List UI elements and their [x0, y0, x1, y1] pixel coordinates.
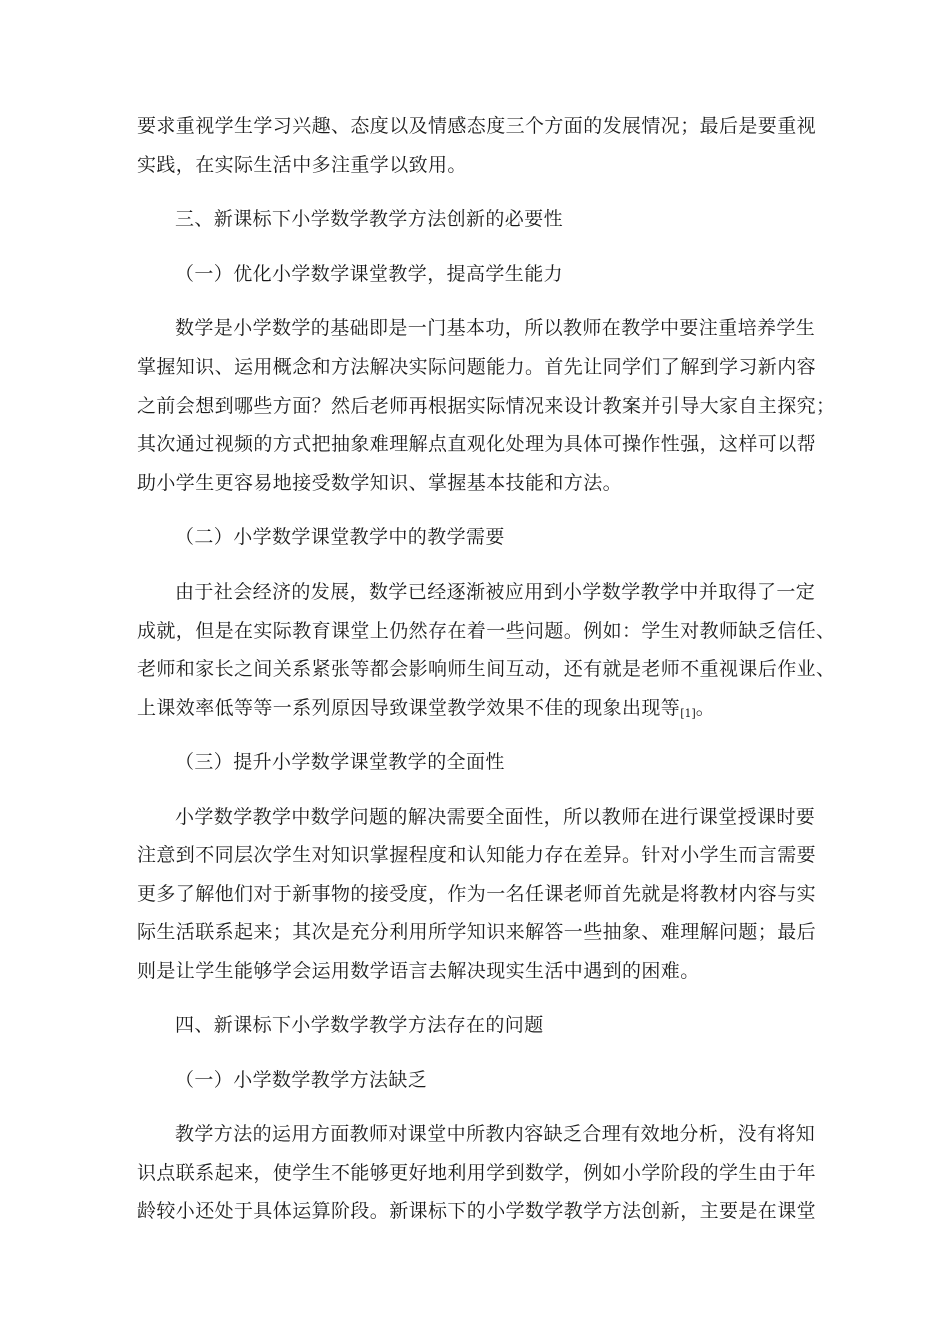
paragraph-line: 掌握知识、运用概念和方法解决实际问题能力。首先让同学们了解到学习新内容 — [137, 356, 817, 378]
subsection-heading: （一）优化小学数学课堂教学，提高学生能力 — [175, 263, 564, 285]
paragraph-line: 则是让学生能够学会运用数学语言去解决现实生活中遇到的困难。 — [137, 960, 700, 982]
paragraph-text: 上课效率低等等一系列原因导致课堂教学效果不佳的现象出现等 — [137, 697, 681, 719]
paragraph-line: 际生活联系起来；其次是充分利用所学知识来解答一些抽象、难理解问题；最后 — [137, 921, 817, 943]
section-heading: 三、新课标下小学数学教学方法创新的必要性 — [175, 208, 564, 230]
paragraph-line: 小学数学教学中数学问题的解决需要全面性，所以教师在进行课堂授课时要 — [175, 806, 816, 828]
subsection-heading: （一）小学数学教学方法缺乏 — [175, 1069, 428, 1091]
paragraph-line: 助小学生更容易地接受数学知识、掌握基本技能和方法。 — [137, 472, 623, 494]
subsection-heading: （三）提升小学数学课堂教学的全面性 — [175, 751, 505, 773]
paragraph-line: 更多了解他们对于新事物的接受度，作为一名任课老师首先就是将教材内容与实 — [137, 883, 817, 905]
paragraph-line: 要求重视学生学习兴趣、态度以及情感态度三个方面的发展情况；最后是要重视 — [137, 115, 817, 137]
paragraph-line: 成就，但是在实际教育课堂上仍然存在着一些问题。例如：学生对教师缺乏信任、 — [137, 620, 836, 642]
paragraph-line: 实践，在实际生活中多注重学以致用。 — [137, 154, 467, 176]
paragraph-line: 注意到不同层次学生对知识掌握程度和认知能力存在差异。针对小学生而言需要 — [137, 844, 817, 866]
paragraph-line — [137, 696, 715, 726]
paragraph-line: 其次通过视频的方式把抽象难理解点直观化处理为具体可操作性强，这样可以帮 — [137, 433, 817, 455]
paragraph-line: 教学方法的运用方面教师对课堂中所教内容缺乏合理有效地分析，没有将知 — [175, 1123, 816, 1145]
citation-ref: [1] — [680, 707, 696, 720]
paragraph-line: 由于社会经济的发展，数学已经逐渐被应用到小学数学教学中并取得了一定 — [175, 581, 816, 603]
paragraph-line: 老师和家长之间关系紧张等都会影响师生间互动，还有就是老师不重视课后作业、 — [137, 658, 836, 680]
paragraph-line: 数学是小学数学的基础即是一门基本功，所以教师在教学中要注重培养学生 — [175, 317, 816, 339]
paragraph-line: 识点联系起来，使学生不能够更好地利用学到数学，例如小学阶段的学生由于年 — [137, 1162, 817, 1184]
paragraph-line: 之前会想到哪些方面？然后老师再根据实际情况来设计教案并引导大家自主探究； — [137, 395, 836, 417]
section-heading: 四、新课标下小学数学教学方法存在的问题 — [175, 1014, 544, 1036]
paragraph-line: 龄较小还处于具体运算阶段。新课标下的小学数学教学方法创新，主要是在课堂 — [137, 1200, 817, 1222]
subsection-heading: （二）小学数学课堂教学中的教学需要 — [175, 526, 505, 548]
paragraph-text: 。 — [695, 697, 716, 719]
